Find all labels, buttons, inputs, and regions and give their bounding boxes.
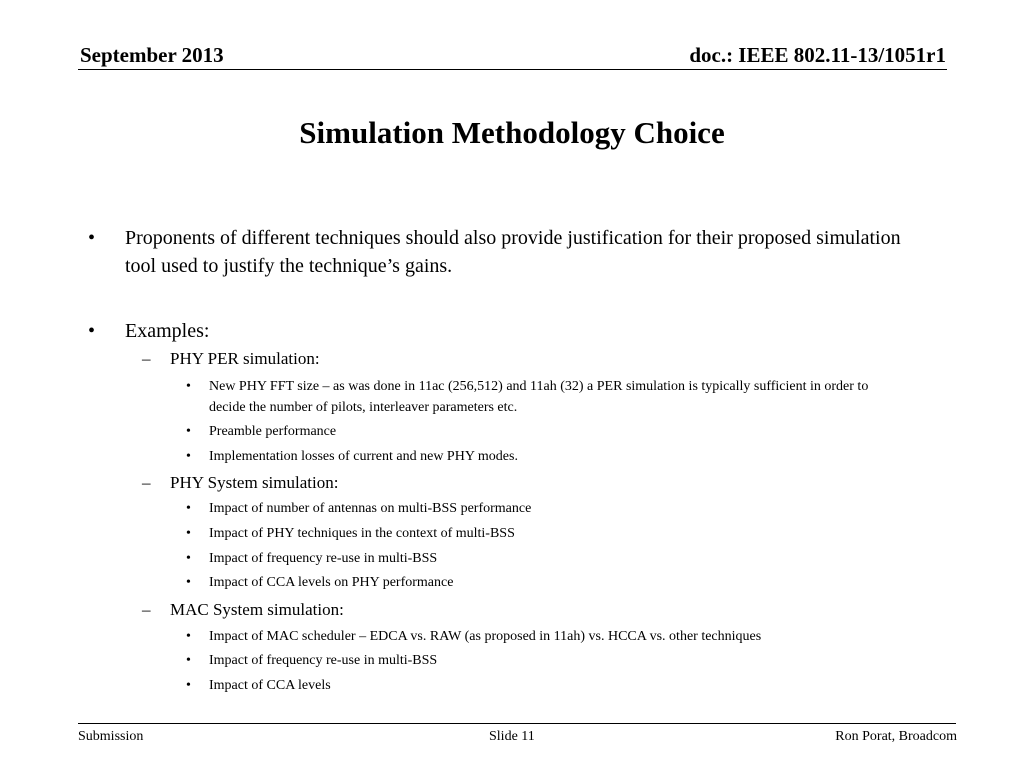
sub-bullet-marker: – — [142, 600, 151, 619]
sub-sub-bullet-marker: • — [186, 551, 191, 566]
header-doc-number: doc.: IEEE 802.11-13/1051r1 — [689, 43, 946, 67]
bullet-justification: Proponents of different techniques should also provide justification for their proposed simulation tool used to justify the technique’s gains. — [125, 227, 901, 277]
sub-bullet-phy-system: PHY System simulation: — [170, 473, 339, 492]
footer-divider — [78, 723, 956, 724]
sub-bullet-marker: – — [142, 473, 151, 492]
bullet-marker: • — [88, 320, 96, 342]
list-item: Impact of CCA levels on PHY performance — [209, 575, 454, 590]
sub-sub-bullet-marker: • — [186, 526, 191, 541]
sub-sub-bullet-marker: • — [186, 678, 191, 693]
header-divider — [78, 69, 947, 70]
header-date: September 2013 — [80, 43, 224, 67]
list-item: Impact of number of antennas on multi-BSS performance — [209, 501, 532, 516]
sub-sub-bullet-marker: • — [186, 629, 191, 644]
list-item: New PHY FFT size – as was done in 11ac (256,512) and 11ah (32) a PER simulation is typically sufficient in order to decide the number of pilots, interleaver parameters etc. — [209, 379, 869, 415]
list-item: Impact of CCA levels — [209, 678, 331, 693]
slide-title: Simulation Methodology Choice — [299, 115, 725, 150]
list-item: Impact of MAC scheduler – EDCA vs. RAW (as proposed in 11ah) vs. HCCA vs. other techniques — [209, 629, 762, 644]
bullet-examples: Examples: — [125, 320, 210, 342]
footer-author: Ron Porat, Broadcom — [835, 729, 957, 744]
list-item: Impact of frequency re-use in multi-BSS — [209, 551, 438, 566]
sub-sub-bullet-marker: • — [186, 653, 191, 668]
footer-slide-number: Slide 11 — [489, 729, 535, 744]
sub-bullet-marker: – — [142, 349, 151, 368]
sub-sub-bullet-marker: • — [186, 424, 191, 439]
sub-sub-bullet-marker: • — [186, 379, 191, 394]
list-item: Preamble performance — [209, 424, 337, 439]
footer-submission: Submission — [78, 729, 144, 744]
sub-sub-bullet-marker: • — [186, 449, 191, 464]
list-item: Impact of frequency re-use in multi-BSS — [209, 653, 438, 668]
list-item: Implementation losses of current and new PHY modes. — [209, 449, 518, 464]
sub-sub-bullet-marker: • — [186, 575, 191, 590]
sub-sub-bullet-marker: • — [186, 501, 191, 516]
bullet-marker: • — [88, 227, 96, 249]
sub-bullet-phy-per: PHY PER simulation: — [170, 349, 320, 368]
sub-bullet-mac-system: MAC System simulation: — [170, 600, 344, 619]
list-item: Impact of PHY techniques in the context of multi-BSS — [209, 526, 515, 541]
